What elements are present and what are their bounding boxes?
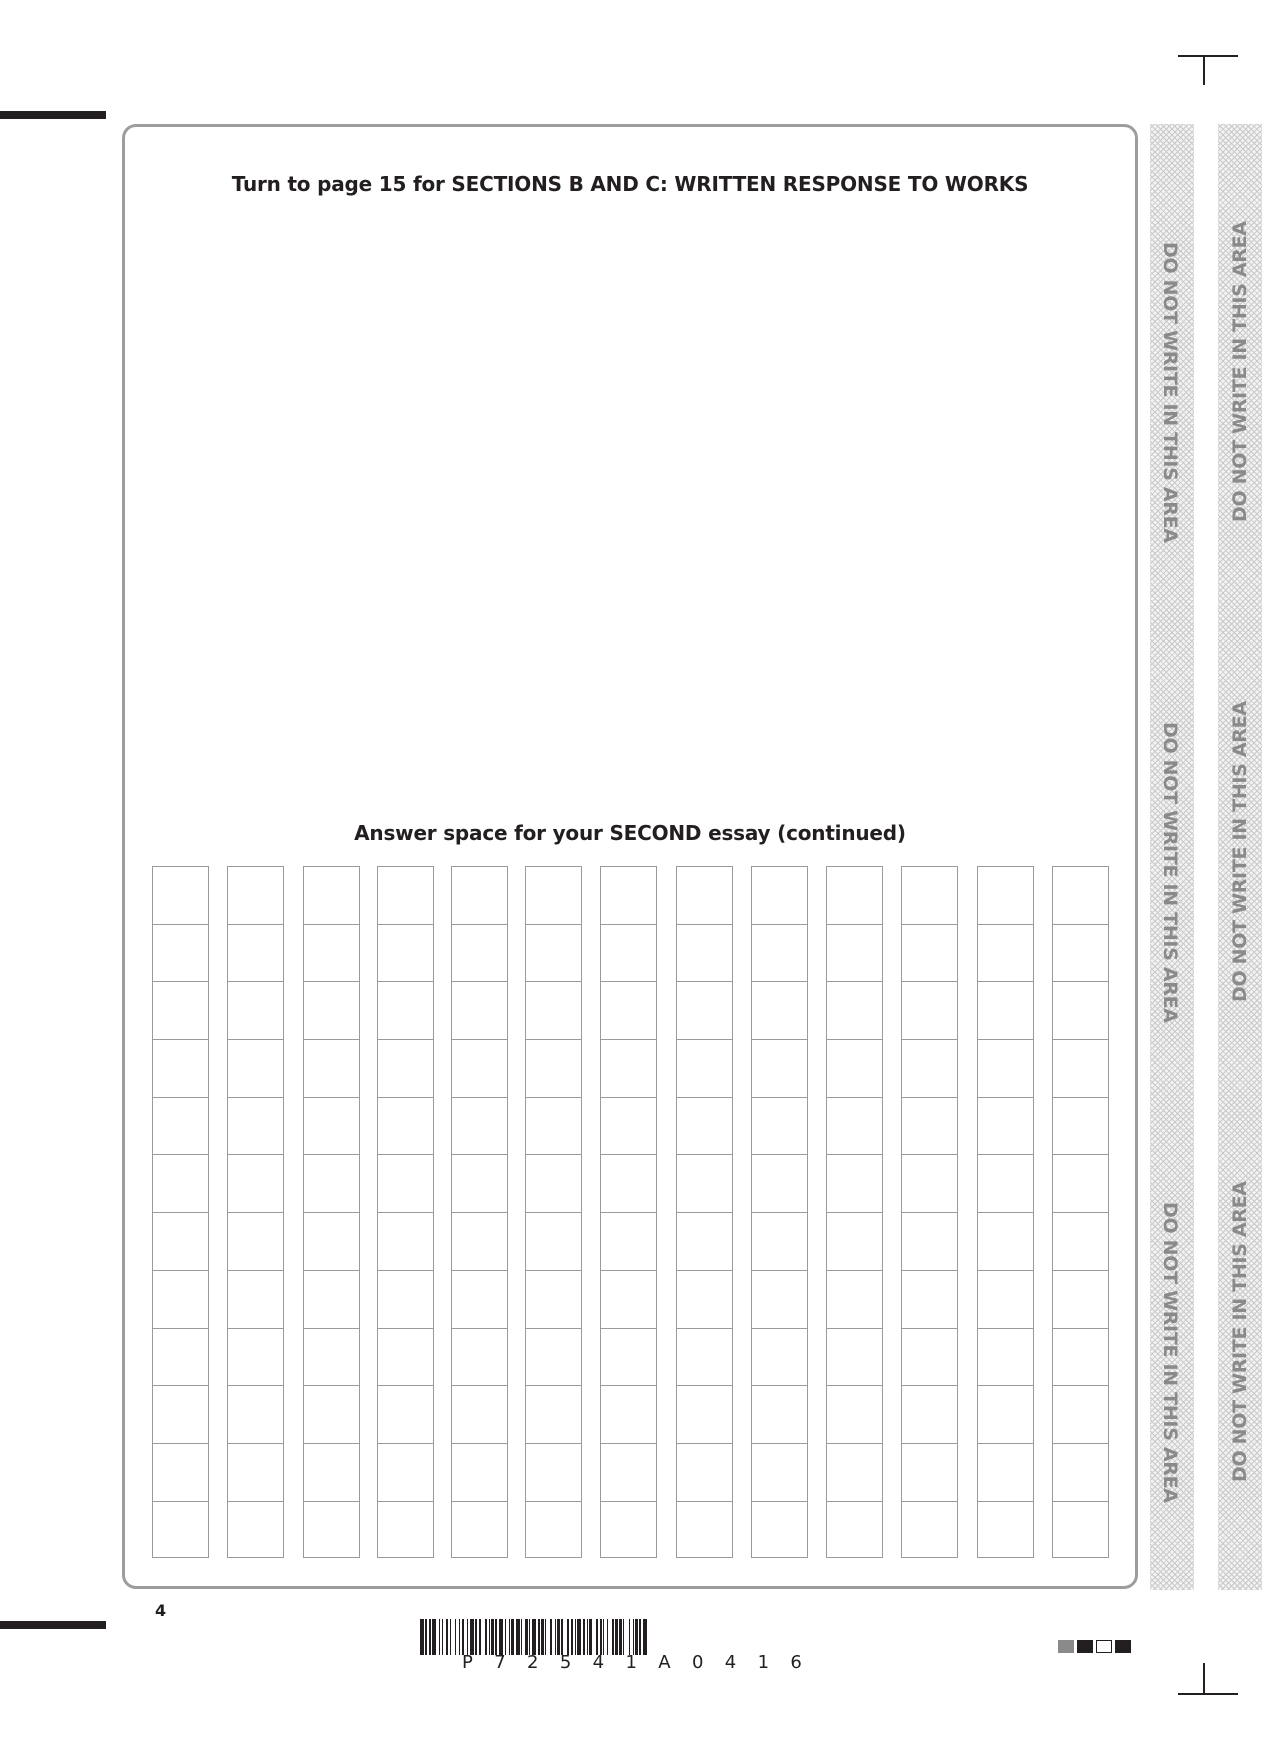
grid-cell[interactable] (228, 1386, 283, 1444)
grid-cell[interactable] (601, 1098, 656, 1156)
grid-cell[interactable] (526, 1271, 581, 1329)
grid-cell[interactable] (1053, 1155, 1108, 1213)
grid-cell[interactable] (228, 867, 283, 925)
grid-cell[interactable] (304, 1386, 359, 1444)
grid-cell[interactable] (378, 1155, 433, 1213)
grid-cell[interactable] (978, 867, 1033, 925)
grid-column (901, 866, 958, 1558)
barcode-char: A (658, 1652, 671, 1673)
grid-cell[interactable] (601, 1386, 656, 1444)
grid-cell[interactable] (827, 925, 882, 983)
grid-cell[interactable] (304, 1329, 359, 1387)
grid-cell[interactable] (827, 1329, 882, 1387)
grid-cell[interactable] (601, 1271, 656, 1329)
grid-cell[interactable] (228, 982, 283, 1040)
block-1 (1058, 1640, 1074, 1653)
grid-cell[interactable] (978, 1155, 1033, 1213)
grid-cell[interactable] (1053, 925, 1108, 983)
grid-cell[interactable] (1053, 867, 1108, 925)
grid-cell[interactable] (378, 1040, 433, 1098)
grid-cell[interactable] (752, 1271, 807, 1329)
grid-cell[interactable] (526, 867, 581, 925)
grid-cell[interactable] (827, 1040, 882, 1098)
grid-column (1052, 866, 1109, 1558)
grid-cell[interactable] (378, 1329, 433, 1387)
barcode-bar (647, 1619, 648, 1655)
grid-cell[interactable] (526, 1213, 581, 1271)
grid-cell[interactable] (153, 1040, 208, 1098)
page-number: 4 (155, 1601, 167, 1620)
trim-mark-bottom-horizontal (1178, 1693, 1238, 1695)
barcode-char: 0 (691, 1652, 704, 1673)
outer-warning-1: DO NOT WRITE IN THIS AREA (1229, 221, 1251, 522)
trim-mark-top-vertical (1203, 55, 1205, 85)
grid-cell[interactable] (752, 1386, 807, 1444)
grid-cell[interactable] (752, 1040, 807, 1098)
grid-cell[interactable] (677, 1444, 732, 1502)
section-instruction: Turn to page 15 for SECTIONS B AND C: WRITTEN RESPONSE TO WORKS (231, 172, 1029, 196)
inner-warning-2: DO NOT WRITE IN THIS AREA (1159, 722, 1181, 1023)
grid-cell[interactable] (452, 1155, 507, 1213)
grid-cell[interactable] (978, 1329, 1033, 1387)
grid-cell[interactable] (601, 1444, 656, 1502)
grid-cell[interactable] (452, 1386, 507, 1444)
grid-cell[interactable] (526, 1098, 581, 1156)
barcode-char: 2 (527, 1652, 539, 1673)
grid-cell[interactable] (902, 867, 957, 925)
grid-cell[interactable] (752, 982, 807, 1040)
grid-cell[interactable] (1053, 1502, 1108, 1560)
grid-cell[interactable] (827, 982, 882, 1040)
block-2 (1077, 1640, 1093, 1653)
grid-cell[interactable] (228, 1213, 283, 1271)
grid-cell[interactable] (902, 1502, 957, 1560)
grid-cell[interactable] (153, 1155, 208, 1213)
grid-column (451, 866, 508, 1558)
grid-cell[interactable] (304, 1502, 359, 1560)
barcode-char: 6 (790, 1652, 802, 1673)
grid-cell[interactable] (452, 1213, 507, 1271)
grid-cell[interactable] (752, 1444, 807, 1502)
barcode-char: 4 (724, 1652, 737, 1673)
grid-cell[interactable] (978, 1213, 1033, 1271)
grid-cell[interactable] (902, 1329, 957, 1387)
grid-cell[interactable] (827, 1444, 882, 1502)
grid-cell[interactable] (902, 925, 957, 983)
grid-cell[interactable] (378, 1098, 433, 1156)
grid-column (977, 866, 1034, 1558)
grid-cell[interactable] (452, 1502, 507, 1560)
grid-cell[interactable] (902, 982, 957, 1040)
barcode-char: 5 (559, 1652, 572, 1673)
grid-cell[interactable] (1053, 1386, 1108, 1444)
grid-cell[interactable] (378, 1502, 433, 1560)
grid-cell[interactable] (452, 1329, 507, 1387)
grid-cell[interactable] (978, 1444, 1033, 1502)
answer-space-title: Answer space for your SECOND essay (continued) (354, 821, 906, 845)
grid-cell[interactable] (153, 1502, 208, 1560)
grid-cell[interactable] (378, 867, 433, 925)
grid-cell[interactable] (304, 1213, 359, 1271)
grid-cell[interactable] (304, 1098, 359, 1156)
grid-cell[interactable] (827, 867, 882, 925)
grid-cell[interactable] (752, 1213, 807, 1271)
grid-cell[interactable] (601, 867, 656, 925)
grid-cell[interactable] (378, 982, 433, 1040)
grid-cell[interactable] (677, 1155, 732, 1213)
grid-cell[interactable] (827, 1098, 882, 1156)
barcode-char: 4 (592, 1652, 605, 1673)
grid-cell[interactable] (526, 1329, 581, 1387)
grid-cell[interactable] (677, 867, 732, 925)
grid-cell[interactable] (601, 1213, 656, 1271)
grid-cell[interactable] (827, 1271, 882, 1329)
grid-cell[interactable] (752, 1329, 807, 1387)
grid-cell[interactable] (452, 1098, 507, 1156)
grid-cell[interactable] (378, 1444, 433, 1502)
grid-cell[interactable] (677, 1040, 732, 1098)
grid-cell[interactable] (827, 1386, 882, 1444)
grid-cell[interactable] (228, 1098, 283, 1156)
left-margin-bar-top (0, 111, 106, 119)
grid-cell[interactable] (304, 867, 359, 925)
grid-cell[interactable] (827, 1155, 882, 1213)
grid-cell[interactable] (677, 1271, 732, 1329)
grid-cell[interactable] (752, 1098, 807, 1156)
grid-cell[interactable] (827, 1213, 882, 1271)
grid-cell[interactable] (526, 982, 581, 1040)
grid-cell[interactable] (978, 1040, 1033, 1098)
grid-cell[interactable] (677, 925, 732, 983)
outer-warning-2: DO NOT WRITE IN THIS AREA (1229, 701, 1251, 1002)
grid-cell[interactable] (601, 1040, 656, 1098)
barcode-char: 1 (625, 1652, 637, 1673)
barcode (420, 1619, 840, 1655)
grid-cell[interactable] (902, 1155, 957, 1213)
grid-cell[interactable] (752, 1502, 807, 1560)
block-3 (1096, 1640, 1112, 1653)
grid-cell[interactable] (978, 1098, 1033, 1156)
grid-cell[interactable] (526, 925, 581, 983)
grid-cell[interactable] (526, 1444, 581, 1502)
grid-cell[interactable] (153, 925, 208, 983)
trim-mark-top-horizontal (1178, 55, 1238, 57)
grid-cell[interactable] (752, 867, 807, 925)
grid-cell[interactable] (902, 1098, 957, 1156)
grid-cell[interactable] (304, 925, 359, 983)
grid-column (303, 866, 360, 1558)
grid-cell[interactable] (1053, 1271, 1108, 1329)
grid-cell[interactable] (677, 982, 732, 1040)
grid-column (525, 866, 582, 1558)
grid-cell[interactable] (902, 1444, 957, 1502)
grid-cell[interactable] (827, 1502, 882, 1560)
grid-cell[interactable] (601, 1155, 656, 1213)
grid-cell[interactable] (1053, 1213, 1108, 1271)
grid-cell[interactable] (601, 1502, 656, 1560)
left-margin-bar-bottom (0, 1621, 106, 1629)
grid-cell[interactable] (228, 1444, 283, 1502)
grid-cell[interactable] (304, 1444, 359, 1502)
grid-cell[interactable] (228, 1329, 283, 1387)
grid-cell[interactable] (526, 1155, 581, 1213)
grid-cell[interactable] (153, 1386, 208, 1444)
print-registration-blocks (1058, 1640, 1131, 1653)
block-4 (1115, 1640, 1131, 1653)
grid-cell[interactable] (677, 1098, 732, 1156)
grid-cell[interactable] (902, 1271, 957, 1329)
grid-column (676, 866, 733, 1558)
grid-cell[interactable] (153, 1444, 208, 1502)
grid-cell[interactable] (452, 1271, 507, 1329)
grid-cell[interactable] (378, 1386, 433, 1444)
grid-cell[interactable] (1053, 982, 1108, 1040)
barcode-char: P (462, 1652, 473, 1673)
grid-column (751, 866, 808, 1558)
grid-column (152, 866, 209, 1558)
grid-cell[interactable] (378, 925, 433, 983)
grid-cell[interactable] (752, 1155, 807, 1213)
grid-cell[interactable] (902, 1213, 957, 1271)
grid-cell[interactable] (153, 1271, 208, 1329)
grid-cell[interactable] (601, 1329, 656, 1387)
grid-cell[interactable] (378, 1271, 433, 1329)
grid-cell[interactable] (153, 867, 208, 925)
grid-cell[interactable] (304, 982, 359, 1040)
grid-cell[interactable] (452, 867, 507, 925)
grid-cell[interactable] (304, 1155, 359, 1213)
inner-warning-3: DO NOT WRITE IN THIS AREA (1159, 1202, 1181, 1503)
grid-cell[interactable] (526, 1386, 581, 1444)
grid-cell[interactable] (978, 1386, 1033, 1444)
grid-cell[interactable] (677, 1502, 732, 1560)
grid-cell[interactable] (304, 1040, 359, 1098)
trim-mark-bottom-vertical (1203, 1663, 1205, 1693)
grid-cell[interactable] (902, 1386, 957, 1444)
grid-cell[interactable] (902, 1040, 957, 1098)
grid-cell[interactable] (677, 1213, 732, 1271)
grid-cell[interactable] (452, 982, 507, 1040)
grid-cell[interactable] (752, 925, 807, 983)
grid-cell[interactable] (677, 1386, 732, 1444)
grid-cell[interactable] (978, 1271, 1033, 1329)
outer-warning-3: DO NOT WRITE IN THIS AREA (1229, 1181, 1251, 1482)
grid-cell[interactable] (452, 1040, 507, 1098)
grid-cell[interactable] (978, 982, 1033, 1040)
grid-cell[interactable] (526, 1502, 581, 1560)
grid-cell[interactable] (153, 1098, 208, 1156)
grid-cell[interactable] (677, 1329, 732, 1387)
grid-cell[interactable] (228, 925, 283, 983)
barcode-number (462, 1652, 802, 1673)
barcode-char: 1 (757, 1652, 770, 1673)
grid-cell[interactable] (304, 1271, 359, 1329)
grid-cell[interactable] (153, 1213, 208, 1271)
grid-cell[interactable] (452, 925, 507, 983)
grid-cell[interactable] (153, 982, 208, 1040)
grid-cell[interactable] (228, 1155, 283, 1213)
grid-cell[interactable] (378, 1213, 433, 1271)
grid-cell[interactable] (526, 1040, 581, 1098)
grid-cell[interactable] (228, 1502, 283, 1560)
grid-cell[interactable] (1053, 1329, 1108, 1387)
grid-cell[interactable] (1053, 1098, 1108, 1156)
inner-warning-1: DO NOT WRITE IN THIS AREA (1159, 242, 1181, 543)
grid-cell[interactable] (452, 1444, 507, 1502)
grid-cell[interactable] (601, 925, 656, 983)
grid-cell[interactable] (978, 925, 1033, 983)
grid-column (826, 866, 883, 1558)
barcode-char: 7 (494, 1652, 506, 1673)
grid-cell[interactable] (153, 1329, 208, 1387)
grid-column (600, 866, 657, 1558)
grid-cell[interactable] (228, 1040, 283, 1098)
grid-cell[interactable] (601, 982, 656, 1040)
grid-cell[interactable] (1053, 1444, 1108, 1502)
grid-column (377, 866, 434, 1558)
grid-cell[interactable] (1053, 1040, 1108, 1098)
grid-column (227, 866, 284, 1558)
grid-cell[interactable] (228, 1271, 283, 1329)
grid-cell[interactable] (978, 1502, 1033, 1560)
